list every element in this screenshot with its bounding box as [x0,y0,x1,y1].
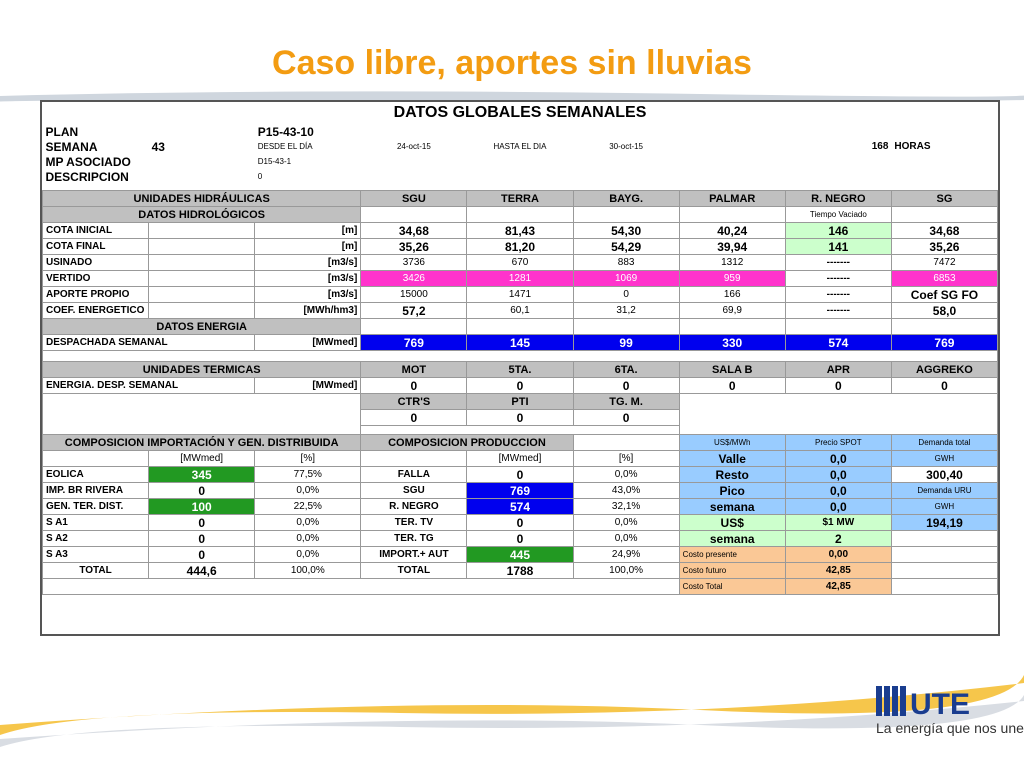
table-row: GEN. TER. DIST. 100 22,5% R. NEGRO 574 32,1% semana 0,0 GWH [43,499,998,515]
plan-label: PLAN [45,124,79,139]
table-row: COEF. ENERGETICO [MWh/hm3] 57,2 60,1 31,2 69,9 ------- 58,0 [43,303,998,319]
tiempo-vaciado: Tiempo Vaciado [785,207,891,223]
desc-value: 0 [257,172,263,181]
col-sgu: SGU [361,191,467,207]
logo-text: UTE [910,688,970,718]
import-header: COMPOSICION IMPORTACIÓN Y GEN. DISTRIBUIDA [43,435,361,451]
table-row: APORTE PROPIO [m3/s] 15000 1471 0 166 ------- Coef SG FO [43,287,998,303]
mp-label: MP ASOCIADO [45,154,131,169]
table-row: VERTIDO [m3/s] 3426 1281 1069 959 ------- 6853 [43,271,998,287]
table-row: IMP. BR RIVERA 0 0,0% SGU 769 43,0% Pico 0,0 Demanda URU [43,483,998,499]
table-row: TOTAL 444,6 100,0% TOTAL 1788 100,0% Costo futuro 42,85 [43,563,998,579]
horas-label: HORAS [894,141,931,152]
table-row: ENERGIA. DESP. SEMANAL [MWmed] 0 0 0 0 0 0 [43,378,998,394]
slogan: La energía que nos une [876,720,1024,736]
desde-value: 24-oct-15 [396,142,431,151]
col-palmar: PALMAR [679,191,785,207]
hydro-header: UNIDADES HIDRÁULICAS [43,191,361,207]
semana-value: 43 [151,139,165,154]
table-row: Costo Total 42,85 [43,579,998,595]
thermal-header: UNIDADES TERMICAS [43,362,361,378]
prod-header: COMPOSICION PRODUCCION [361,435,573,451]
hasta-value: 30-oct-15 [609,142,643,151]
table-row: COTA INICIAL [m] 34,68 81,43 54,30 40,24 146 34,68 [43,223,998,239]
hydro-subheader: DATOS HIDROLÓGICOS [43,207,361,223]
desde-label: DESDE EL DÍA [257,142,313,151]
table-row: S A1 0 0,0% TER. TV 0 0,0% US$ $1 MW 194,19 [43,515,998,531]
col-rnegro: R. NEGRO [785,191,891,207]
plan-value: P15-43-10 [257,124,314,139]
slide-title: Caso libre, aportes sin lluvias [272,44,752,82]
weekly-data-sheet [40,100,1000,636]
table-row: S A3 0 0,0% IMPORT.+ AUT 445 24,9% Costo presente 0,00 [43,547,998,563]
col-bayg: BAYG. [573,191,679,207]
col-terra: TERRA [467,191,573,207]
col-sg: SG [891,191,997,207]
table-row: S A2 0 0,0% TER. TG 0 0,0% semana 2 [43,531,998,547]
table-row: COTA FINAL [m] 35,26 81,20 54,29 39,94 141 35,26 [43,239,998,255]
mp-value: D15-43-1 [257,157,292,166]
hasta-label: HASTA EL DIA [493,142,547,151]
horas-value: 168 [871,141,889,152]
semana-label: SEMANA [45,139,98,154]
table-row: EOLICA 345 77,5% FALLA 0 0,0% Resto 0,0 300,40 [43,467,998,483]
energia-header: DATOS ENERGIA [43,319,361,335]
global-data-table: DATOS GLOBALES SEMANALES PLAN P15-43-10 SEMANA 43 DESDE EL DÍA 24-oct-15 HASTA EL DIA 30-oct-15 168 HORAS MP ASOCIADO D15-43-1 DESCRIPCION 0 UNIDADES HIDRÁULICAS SGU TERRA BAYG. PALMAR R. NEGRO SG DATOS HIDROLÓGICOS Tiempo Vaciado COTA INICIAL [m] 34,68 81,43 54,30 40,24 146 34,68 COTA FINAL [m] 35,26 81,20 54,29 39,94 141 35,26 USINADO [m3/s] 3736 670 883 1312 ------- 7472 VERTIDO [m3/s] 3426 1281 1069 959 ------- 6853 APORTE PROPIO [m3/s] 15000 1471 0 166 ------- Coef SG FO COEF. ENERGETICO [MWh/hm3] 57,2 60,1 31,2 69,9 ------- 58,0 DATOS ENERGIA DESPACHADA SEMANAL [MWmed] 769 145 99 330 574 769 UNIDADES TERMICAS MOT 5TA. 6TA. SALA B APR AGGREKO ENERGIA. DESP. SEMANAL [MWmed] 0 0 0 0 0 0 CTR'S PTI TG. M. 0 0 0 COMPOSICION IMPORTACIÓN Y GEN. DISTRIBUIDA COMPOSICION PRODUCCION US$/MWh Precio SPOT Demanda total [MWmed] [%] [MWmed] [%] Valle 0,0 GWH EOLICA 345 77,5% FALLA 0 0,0% Resto 0,0 300,40 IMP. BR RIVERA 0 0,0% SGU 769 43,0% Pico 0,0 Demanda URU GEN. TER. DIST. 100 22,5% R. NEGRO 574 32,1% semana 0,0 GWH S A1 0 0,0% TER. TV 0 0,0% US$ $1 MW 194,19 S A2 0 0,0% TER. TG 0 0,0% semana 2 S A3 0 0,0% IMPORT.+ AUT 445 24,9% Costo presente 0,00 TOTAL 444,6 100,0% TOTAL 1788 100,0% Costo futuro 42,85 Costo Total 42,85 [42,102,998,595]
sheet-title: DATOS GLOBALES SEMANALES [393,104,647,121]
table-row: DESPACHADA SEMANAL [MWmed] 769 145 99 330 574 769 [43,335,998,351]
table-row: USINADO [m3/s] 3736 670 883 1312 ------- 7472 [43,255,998,271]
ute-logo [876,684,1006,723]
footer-swoosh [0,655,1024,755]
desc-label: DESCRIPCION [45,169,129,184]
